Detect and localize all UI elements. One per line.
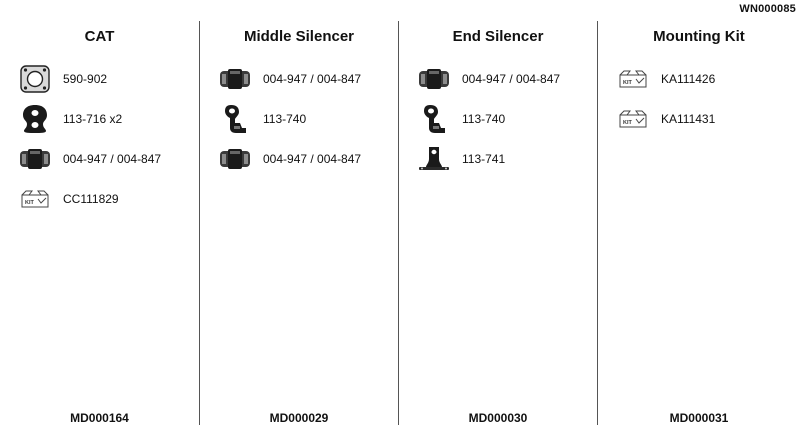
part-row (18, 184, 119, 214)
part-number: CC111829 (63, 192, 119, 206)
part-row (18, 104, 122, 134)
rubber-hanger-icon (218, 104, 252, 134)
part-number: 004-947 / 004-847 (263, 152, 362, 166)
part-row (417, 144, 505, 174)
part-row (417, 64, 560, 94)
column-code: MD000029 (269, 411, 329, 425)
mounting-bracket-icon (417, 144, 451, 174)
svg-text:KIT: KIT (623, 120, 632, 126)
part-row (218, 64, 361, 94)
part-number: 004-947 / 004-847 (462, 72, 561, 86)
part-row (616, 104, 715, 134)
part-row (616, 64, 715, 94)
part-row (18, 64, 107, 94)
part-number: 590-902 (63, 72, 108, 86)
pipe-clamp-icon (218, 144, 252, 174)
part-number: 113-740 (263, 112, 307, 126)
part-number: 113-741 (462, 152, 506, 166)
kit-box-icon (18, 184, 52, 214)
part-number: 004-947 / 004-847 (263, 72, 362, 86)
column-cat (0, 21, 199, 425)
document-code: WN000085 (739, 3, 796, 15)
part-number: KA111431 (661, 112, 716, 126)
part-number: 113-740 (462, 112, 506, 126)
part-row (18, 144, 161, 174)
pipe-clamp-icon (218, 64, 252, 94)
part-number: 113-716 x2 (63, 112, 123, 126)
column-end-silencer (399, 21, 597, 425)
column-title: CAT (84, 28, 115, 45)
pipe-clamp-icon (18, 144, 52, 174)
column-title: End Silencer (452, 28, 544, 45)
kit-box-icon (616, 64, 650, 94)
kit-box-icon (616, 104, 650, 134)
flange-gasket-icon (18, 64, 52, 94)
column-middle-silencer (200, 21, 398, 425)
part-number: 004-947 / 004-847 (63, 152, 162, 166)
column-code: MD000164 (70, 411, 129, 425)
column-code: MD000031 (669, 411, 729, 425)
column-title: Mounting Kit (653, 28, 745, 45)
part-row (218, 144, 361, 174)
svg-text:KIT: KIT (25, 200, 34, 206)
part-row (218, 104, 306, 134)
rubber-hanger-icon (417, 104, 451, 134)
column-title: Middle Silencer (243, 28, 355, 45)
part-number: KA111426 (661, 72, 716, 86)
column-code: MD000030 (468, 411, 528, 425)
part-row (417, 104, 505, 134)
column-mounting-kit (598, 21, 800, 425)
svg-text:KIT: KIT (623, 80, 632, 86)
rubber-mount-icon (18, 104, 52, 134)
pipe-clamp-icon (417, 64, 451, 94)
